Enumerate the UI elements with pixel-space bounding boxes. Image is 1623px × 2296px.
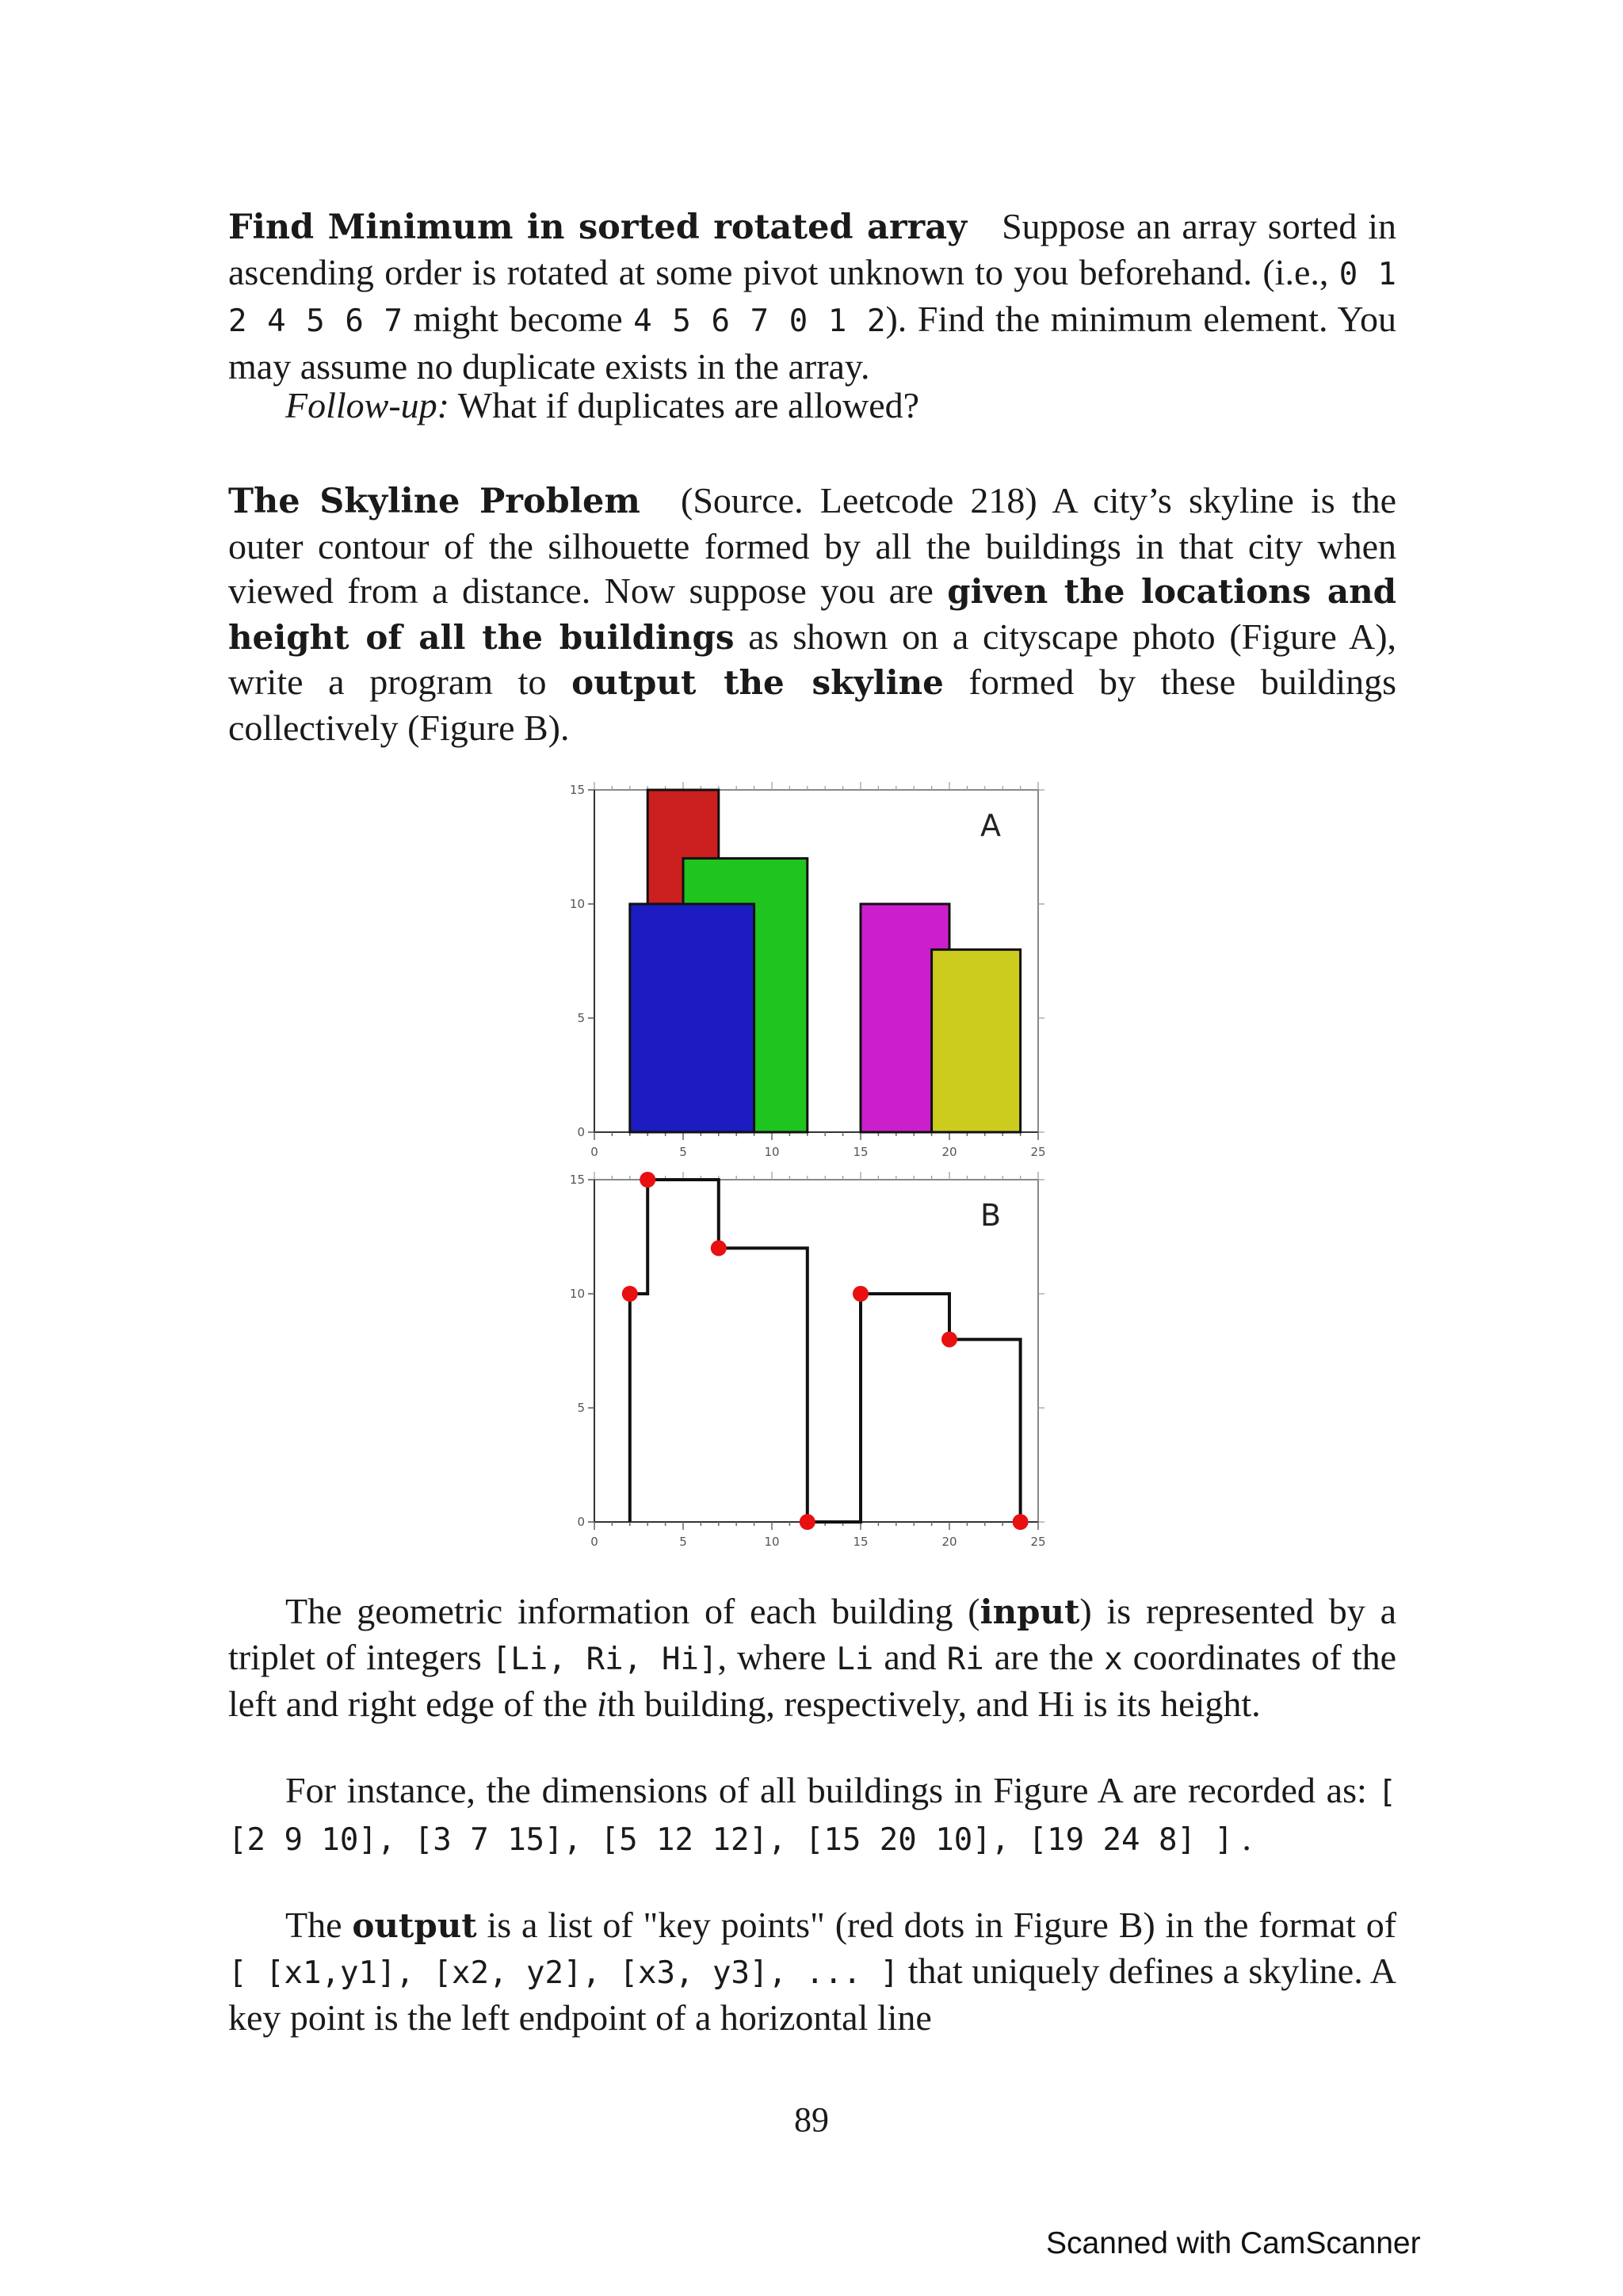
y-tick-label-b: 0: [577, 1515, 585, 1529]
building-bar-4: [932, 950, 1021, 1132]
skyline-line: [630, 1180, 1021, 1522]
y-tick-label-a: 15: [569, 783, 585, 797]
key-point-1: [640, 1172, 655, 1188]
x-tick-label-b: 5: [679, 1535, 687, 1549]
rotated-array-paragraph: Find Minimum in sorted rotated array Suppose an array sorted in ascending order is rotated at some pivot unknown to you beforehand. (i.e., 0 1 2 4 5 6 7 might become 4 5 6 7 0 1 2). Find the minimum element. You may assume no duplicate exists in the array.: [228, 206, 1397, 387]
figure-a-buildings: [570, 782, 1046, 1159]
skyline-paragraph: The Skyline Problem (Source. Leetcode 218) A city’s skyline is the outer contour of the silhouette formed by all the buildings in that city when viewed from a distance. Now suppose you are given the locations and height of all the buildings as shown on a cityscape photo (Figure A), write a program to output the skyline formed by these buildings collectively (Figure B).: [228, 480, 1397, 748]
x-tick-label-a: 25: [1030, 1145, 1046, 1159]
building-bar-2: [630, 904, 754, 1132]
x-tick-label-b: 15: [853, 1535, 869, 1549]
input-description-paragraph: The geometric information of each building (input) is represented by a triplet of integers [Li, Ri, Hi], where Li and Ri are the x coordinates of the left and right edge of the ith building, respectively, and Hi is its height.: [228, 1591, 1397, 1724]
x-tick-label-b: 25: [1030, 1535, 1046, 1549]
x-tick-label-a: 20: [941, 1145, 957, 1159]
x-tick-label-b: 10: [764, 1535, 780, 1549]
y-tick-label-b: 10: [569, 1287, 585, 1301]
x-tick-label-a: 10: [764, 1145, 780, 1159]
key-point-4: [853, 1286, 869, 1302]
skyline-heading: The Skyline Problem: [228, 482, 640, 521]
key-point-2: [711, 1240, 727, 1256]
plot-frame-b: [594, 1180, 1038, 1522]
x-tick-label-b: 0: [590, 1535, 598, 1549]
scanner-watermark: Scanned with CamScanner: [1046, 2226, 1421, 2260]
x-tick-label-a: 5: [679, 1145, 687, 1159]
x-tick-label-a: 15: [853, 1145, 869, 1159]
figure-label-a: A: [980, 808, 1001, 843]
key-point-6: [1013, 1514, 1029, 1530]
followup-paragraph: Follow-up: What if duplicates are allowed?: [285, 385, 920, 425]
rotated-array-heading: Find Minimum in sorted rotated array: [228, 208, 968, 247]
x-tick-label-a: 0: [590, 1145, 598, 1159]
figure-b-skyline: [570, 1172, 1046, 1549]
example-paragraph: For instance, the dimensions of all buildings in Figure A are recorded as: [ [2 9 10], [3 7 15], [5 12 12], [15 20 10], [19 24 8] ] .: [228, 1770, 1396, 1858]
output-description-paragraph: The output is a list of "key points" (red dots in Figure B) in the format of [ [x1,y1], [x2, y2], [x3, y3], ... ] that uniquely defines a skyline. A key point is the left endpoint of a horizontal line: [228, 1905, 1397, 2038]
y-tick-label-a: 10: [569, 897, 585, 911]
y-tick-label-b: 15: [569, 1173, 585, 1187]
y-tick-label-a: 5: [577, 1011, 585, 1025]
y-tick-label-b: 5: [577, 1401, 585, 1415]
x-tick-label-b: 20: [941, 1535, 957, 1549]
y-tick-label-a: 0: [577, 1125, 585, 1139]
page-number: 89: [794, 2100, 829, 2139]
figure-label-b: B: [980, 1198, 1002, 1233]
key-point-0: [622, 1286, 638, 1302]
skyline-figures: [555, 780, 1070, 1565]
key-point-5: [941, 1332, 957, 1348]
key-point-3: [800, 1514, 815, 1530]
